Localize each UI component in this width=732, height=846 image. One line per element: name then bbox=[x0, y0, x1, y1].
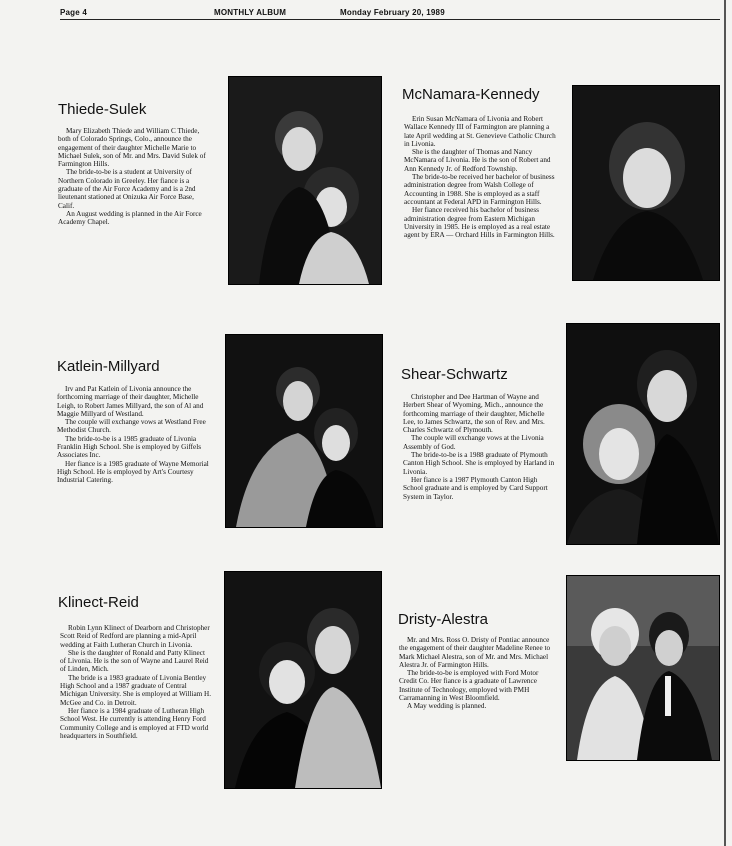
announcement-body: Mr. and Mrs. Ross O. Dristy of Pontiac announce the engagement of their daughter Madeline Renee to Mark Michael Alestra, son of Mr. and Mrs. Michael Alestra Jr. of Farmington Hills. The bride-to-be is employed with Ford Motor Credit Co. Her fiance is a graduate of Lawrence Institute of Technology, employed with PMH Carramanning in West Bloomfield. A May wedding is planned. bbox=[399, 636, 551, 711]
announcement-body: Irv and Pat Katlein of Livonia announce the forthcoming marriage of their daughter, Michelle Leigh, to Robert James Millyard, the son of Al and Maggie Millyard of Westland. The couple will exchange vows at Westland Free Methodist Church. The bride-to-be is a 1985 graduate of Livonia Franklin High School. She is employed by Giffels Associates Inc. Her fiance is a 1985 graduate of Wayne Memorial High School. He is employed by Art's Courtesy Industrial Catering. bbox=[57, 385, 209, 485]
couple-photo bbox=[566, 575, 720, 761]
announcement-title: McNamara-Kennedy bbox=[402, 86, 540, 103]
bride-photo bbox=[572, 85, 720, 281]
announcement-body: Robin Lynn Klinect of Dearborn and Christopher Scott Reid of Redford are planning a mid-April wedding at Faith Lutheran Church in Livonia. She is the daughter of Ronald and Patty Klinect of Livonia. He is the son of Wayne and Laurel Reid of Linden, Mich. The bride is a 1983 graduate of Livonia Bentley High School and a 1987 graduate of Central Michigan University. She is employed at William H. McGee and Co. in Detroit. Her fiance is a 1984 graduate of Lutheran High School West. He currently is attending Henry Ford Community College and is employed at FTD world headquarters in Southfield. bbox=[60, 624, 212, 740]
announcement-body: Christopher and Dee Hartman of Wayne and Herbert Shear of Wyoming, Mich., announce the forthcoming marriage of their daughter, Michelle Lee, to James Schwartz, the son of Rev. and Mrs. Charles Schwartz of Plymouth. The couple will exchange vows at the Livonia Assembly of God. The bride-to-be is a 1988 graduate of Plymouth Canton High School. She is employed by Harland in Livonia. Her fiance is a 1987 Plymouth Canton High School graduate and is employed by Card Support System in Taylor. bbox=[403, 393, 555, 501]
couple-photo bbox=[566, 323, 720, 545]
announcement-title: Dristy-Alestra bbox=[398, 611, 489, 628]
page-number: Page 4 bbox=[60, 8, 87, 17]
announcement-title: Katlein-Millyard bbox=[57, 358, 160, 375]
announcement-title: Thiede-Sulek bbox=[58, 101, 147, 118]
header-rule bbox=[60, 19, 720, 20]
couple-photo bbox=[228, 76, 382, 285]
announcement-body: Erin Susan McNamara of Livonia and Robert Wallace Kennedy III of Farmington are planning a late April wedding at St. Genevieve Catholic Church in Livonia. She is the daughter of Thomas and Nancy McNamara of Livonia. He is the son of Robert and Ann Kennedy Jr. of Redford Township. The bride-to-be received her bachelor of business administration degree from Walsh College of Accounting in 1988. She is employed as a staff accountant at Federal APD in Farmington Hills. Her fiance received his bachelor of business administration degree from Eastern Michigan University in 1985. He is employed as a real estate agent by ERA — Orchard Hills in Farmington Hills. bbox=[404, 115, 556, 240]
announcement-body: Mary Elizabeth Thiede and William C Thiede, both of Colorado Springs, Colo., announce the engagement of their daughter Michelle Marie to Michael Sulek, son of Mr. and Mrs. David Sulek of Farmington Hills. The bride-to-be is a student at University of Northern Colorado in Greeley. Her fiance is a graduate of the Air Force Academy and is a 2nd lieutenant stationed at Onizuka Air Force Base, Calif. An August wedding is planned in the Air Force Academy Chapel. bbox=[58, 127, 206, 227]
announcement-title: Shear-Schwartz bbox=[401, 366, 508, 383]
section-title: MONTHLY ALBUM bbox=[214, 8, 287, 17]
couple-photo bbox=[224, 571, 382, 789]
couple-photo bbox=[225, 334, 383, 528]
issue-date: Monday February 20, 1989 bbox=[340, 8, 445, 17]
announcement-title: Klinect-Reid bbox=[58, 594, 139, 611]
page-edge bbox=[724, 0, 726, 846]
